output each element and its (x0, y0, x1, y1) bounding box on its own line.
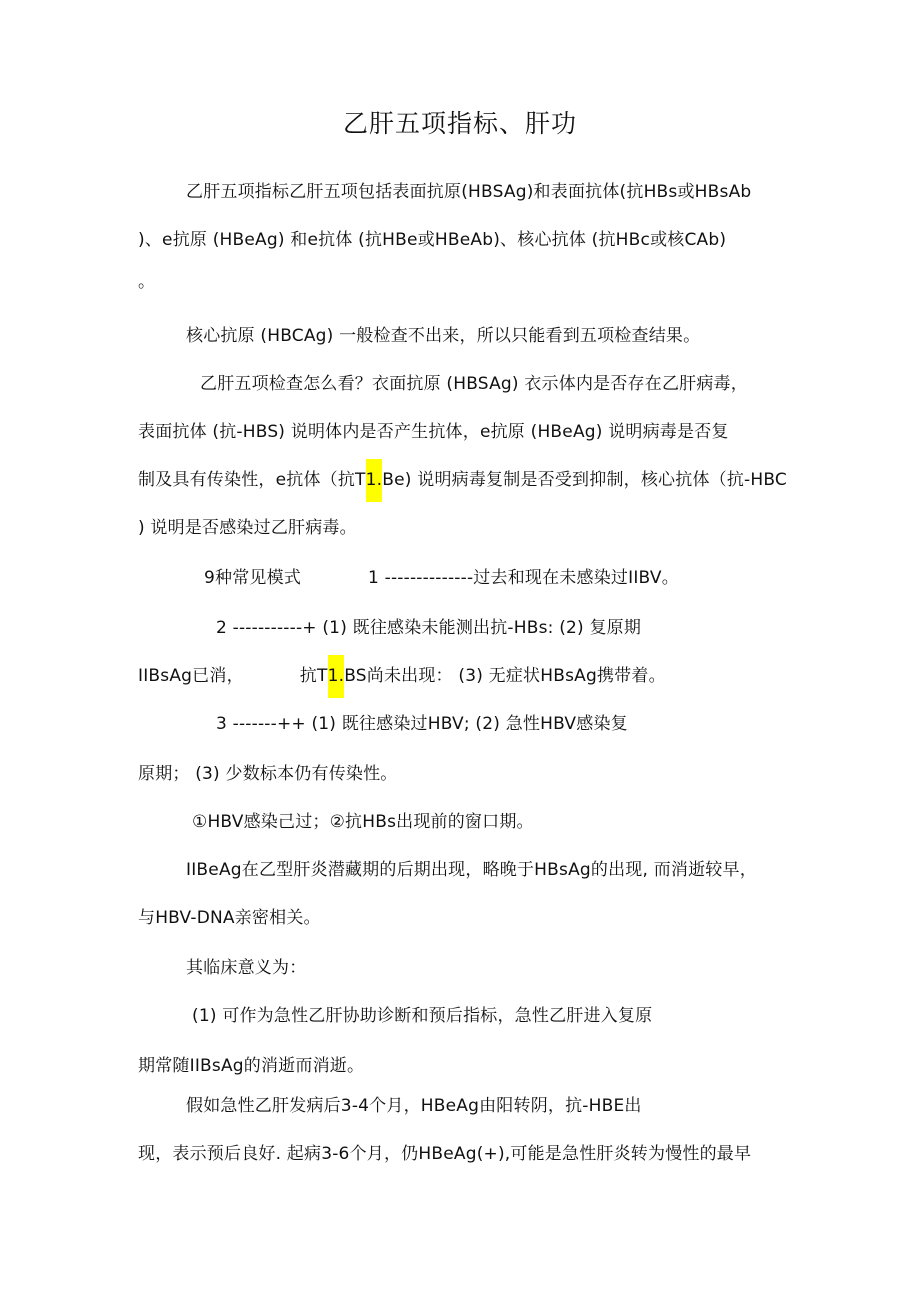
prognosis-line-1: 假如急性乙肝发病后3-4个月，HBeAg由阳转阴，抗-HBE出 (186, 1096, 642, 1116)
prognosis-line-2: 现，表示预后良好. 起病3-6个月，仍HBeAg(+),可能是急性肝炎转为慢性的最早 (138, 1144, 752, 1164)
highlighted-text-2: 1. (328, 655, 345, 698)
clinical-item-1: (1) 可作为急性乙肝协助诊断和预后指标，急性乙肝进入复原 (192, 1006, 653, 1026)
line-11-text-d: BS尚未出现： (3) 无症状HBsAg携带着。 (344, 666, 666, 686)
paragraph-line-4: 核心抗原 (HBCAg) 一般检查不出来，所以只能看到五项检查结果。 (186, 326, 701, 346)
line-11-text-a: IIBsAg已消， (138, 666, 244, 686)
paragraph-line-3: 。 (138, 272, 156, 292)
pattern-3-continued: 原期； (3) 少数标本仍有传染性。 (138, 764, 398, 784)
paragraph-line-2: )、e抗原 (HBeAg) 和e抗体 (抗HBe或HBeAb)、核心抗体 (抗HBc或核CAb) (138, 230, 727, 250)
clinical-item-1-continued: 期常随IIBsAg的消逝而消逝。 (138, 1056, 365, 1076)
hbeag-paragraph-line-2: 与HBV-DNA亲密相关。 (138, 908, 321, 928)
paragraph-line-8: ) 说明是否感染过乙肝病毒。 (138, 518, 357, 538)
highlighted-text: 1. (366, 459, 383, 502)
paragraph-line-5: 乙肝五项检查怎么看？衣面抗原 (HBSAg) 衣示体内是否存在乙肝病毒， (200, 374, 748, 394)
paragraph-line-6: 表面抗体 (抗-HBS) 说明体内是否产生抗体，e抗原 (HBeAg) 说明病毒是否复 (138, 422, 729, 442)
page-title: 乙肝五项指标、肝功 (342, 109, 577, 138)
line-11-text-b: 抗T (299, 666, 328, 686)
line-7-text-c: Be) 说明病毒复制是否受到抑制，核心抗体（抗-HBC (382, 470, 787, 490)
window-period-line: ①HBV感染己过；②抗HBs出现前的窗口期。 (192, 812, 534, 832)
pattern-3: 3 -------++ (1) 既往感染过HBV; (2) 急性HBV感染复 (216, 714, 628, 734)
hbeag-paragraph-line-1: IIBeAg在乙型肝炎潜藏期的后期出现，略晚于HBsAg的出现, 而消逝较早， (186, 860, 757, 880)
clinical-significance-heading: 其临床意义为： (186, 958, 307, 978)
pattern-2: 2 -----------+ (1) 既往感染未能测出抗-HBs: (2) 复原期 (216, 618, 642, 638)
paragraph-line-7 (138, 468, 787, 492)
paragraph-line-1: 乙肝五项指标乙肝五项包括表面抗原(HBSAg)和表面抗体(抗HBs或HBsAb (186, 182, 752, 202)
line-7-text-a: 制及具有传染性，e抗体（抗T (138, 470, 366, 490)
pattern-1: 1 --------------过去和现在未感染过IIBV。 (368, 568, 679, 588)
pattern-heading: 9种常见模式 (204, 568, 302, 588)
pattern-2-continued (138, 664, 666, 688)
